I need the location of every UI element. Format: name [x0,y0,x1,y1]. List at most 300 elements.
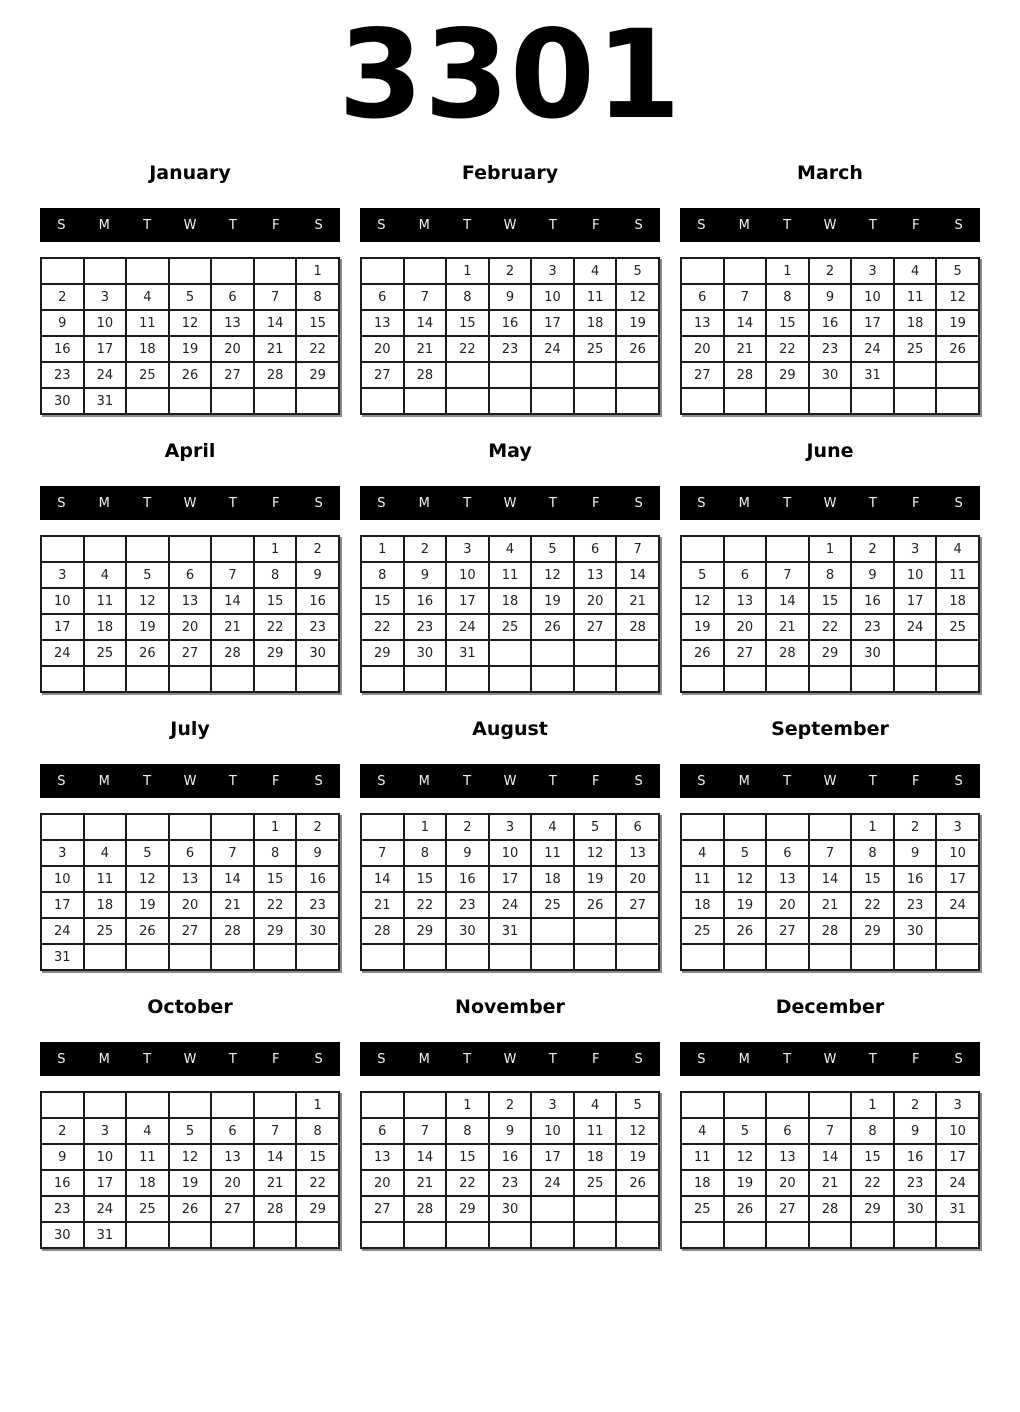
day-cell: 28 [211,640,254,666]
day-cell: 21 [404,336,447,362]
day-cell: 20 [766,892,809,918]
calendar-week-row [361,1170,659,1196]
empty-day-cell [681,258,724,284]
empty-day-cell [809,1092,852,1118]
day-cell: 31 [936,1196,979,1222]
day-cell: 22 [446,1170,489,1196]
calendar-week-row [681,1196,979,1222]
calendar-week-row [361,1196,659,1222]
calendar-week-row [681,1092,979,1118]
day-cell: 5 [616,258,659,284]
day-cell: 11 [894,284,937,310]
empty-day-cell [254,258,297,284]
calendar-week-row [681,562,979,588]
day-cell: 22 [404,892,447,918]
weekday-label: M [98,1051,110,1067]
day-cell: 29 [766,362,809,388]
calendar-week-row [361,284,659,310]
weekday-label: F [911,495,920,511]
day-cell: 4 [574,258,617,284]
day-cell: 27 [169,640,212,666]
empty-day-cell [489,640,532,666]
day-cell: 28 [809,1196,852,1222]
weekday-header-bar [40,764,340,798]
day-cell: 7 [254,284,297,310]
day-cell: 21 [809,892,852,918]
day-cell: 2 [894,814,937,840]
day-cell: 14 [254,1144,297,1170]
day-cell: 2 [41,1118,84,1144]
day-cell: 16 [404,588,447,614]
day-cell: 7 [211,562,254,588]
day-cell: 30 [404,640,447,666]
weekday-label: S [697,217,706,233]
month-title: March [797,162,863,184]
day-cell: 26 [724,918,767,944]
empty-day-cell [809,814,852,840]
empty-day-cell [574,918,617,944]
month-block-august [360,706,660,984]
day-cell: 7 [724,284,767,310]
weekday-label: S [954,773,963,789]
day-cell: 10 [851,284,894,310]
day-cell: 10 [84,1144,127,1170]
calendar-week-row [361,666,659,692]
day-cell: 6 [766,840,809,866]
day-cell: 21 [254,1170,297,1196]
day-cell: 29 [254,640,297,666]
calendar-table [360,1091,660,1249]
calendar-week-row [361,814,659,840]
day-cell: 9 [296,840,339,866]
empty-day-cell [446,944,489,970]
empty-day-cell [574,1196,617,1222]
weekday-label: T [548,1051,557,1067]
day-cell: 19 [616,310,659,336]
weekday-label: S [634,217,643,233]
day-cell: 25 [84,640,127,666]
day-cell: 17 [851,310,894,336]
empty-day-cell [851,666,894,692]
day-cell: 3 [84,1118,127,1144]
day-cell: 16 [41,1170,84,1196]
weekday-label: M [98,773,110,789]
empty-day-cell [404,258,447,284]
day-cell: 13 [616,840,659,866]
empty-day-cell [126,944,169,970]
weekday-label: T [143,217,152,233]
day-cell: 27 [616,892,659,918]
day-cell: 4 [936,536,979,562]
day-cell: 16 [489,1144,532,1170]
day-cell: 16 [446,866,489,892]
day-cell: 18 [936,588,979,614]
day-cell: 26 [616,1170,659,1196]
weekday-header-bar [680,764,980,798]
day-cell: 4 [531,814,574,840]
day-cell: 7 [809,840,852,866]
day-cell: 25 [126,362,169,388]
day-cell: 12 [616,1118,659,1144]
day-cell: 20 [766,1170,809,1196]
day-cell: 31 [84,388,127,414]
weekday-header-bar [360,1042,660,1076]
day-cell: 5 [126,562,169,588]
empty-day-cell [936,1222,979,1248]
day-cell: 5 [936,258,979,284]
empty-day-cell [169,388,212,414]
empty-day-cell [126,536,169,562]
day-cell: 14 [766,588,809,614]
day-cell: 3 [41,562,84,588]
empty-day-cell [446,362,489,388]
day-cell: 30 [809,362,852,388]
day-cell: 28 [724,362,767,388]
day-cell: 13 [211,310,254,336]
empty-day-cell [766,944,809,970]
day-cell: 28 [404,362,447,388]
calendar-week-row [361,1144,659,1170]
empty-day-cell [724,944,767,970]
day-cell: 13 [169,866,212,892]
weekday-label: S [634,773,643,789]
day-cell: 10 [531,284,574,310]
calendar-week-row [361,310,659,336]
weekday-label: W [823,495,837,511]
month-block-june [680,428,980,706]
day-cell: 9 [446,840,489,866]
empty-day-cell [361,944,404,970]
calendar-week-row [41,310,339,336]
weekday-label: M [738,217,750,233]
weekday-label: W [503,217,517,233]
calendar-week-row [681,840,979,866]
day-cell: 21 [766,614,809,640]
calendar-week-row [41,666,339,692]
calendar-week-row [681,814,979,840]
calendar-table [680,1091,980,1249]
weekday-label: T [548,495,557,511]
weekday-label: S [954,217,963,233]
day-cell: 18 [681,892,724,918]
weekday-label: S [954,1051,963,1067]
empty-day-cell [851,1222,894,1248]
empty-day-cell [531,666,574,692]
day-cell: 2 [296,536,339,562]
weekday-label: M [418,495,430,511]
day-cell: 24 [894,614,937,640]
empty-day-cell [41,536,84,562]
weekday-label: W [823,217,837,233]
empty-day-cell [211,1092,254,1118]
day-cell: 24 [489,892,532,918]
day-cell: 21 [211,614,254,640]
calendar-week-row [41,536,339,562]
empty-day-cell [126,1092,169,1118]
calendar-week-row [361,840,659,866]
month-block-november [360,984,660,1262]
day-cell: 17 [531,310,574,336]
weekday-label: T [783,217,792,233]
day-cell: 2 [489,1092,532,1118]
empty-day-cell [84,944,127,970]
weekday-label: F [271,773,280,789]
empty-day-cell [681,536,724,562]
weekday-label: F [591,1051,600,1067]
calendar-week-row [361,362,659,388]
empty-day-cell [724,814,767,840]
day-cell: 1 [446,258,489,284]
day-cell: 12 [126,588,169,614]
weekday-label: S [377,495,386,511]
day-cell: 15 [446,1144,489,1170]
empty-day-cell [574,944,617,970]
day-cell: 18 [574,310,617,336]
day-cell: 9 [851,562,894,588]
month-block-march [680,150,980,428]
weekday-label: S [57,773,66,789]
month-title: July [170,718,210,740]
day-cell: 8 [809,562,852,588]
day-cell: 15 [851,866,894,892]
day-cell: 2 [41,284,84,310]
empty-day-cell [404,1222,447,1248]
month-title: August [472,718,548,740]
weekday-label: F [911,773,920,789]
day-cell: 6 [361,284,404,310]
day-cell: 6 [616,814,659,840]
year-title: 3301 [338,4,682,146]
calendar-week-row [41,944,339,970]
empty-day-cell [574,640,617,666]
day-cell: 22 [361,614,404,640]
empty-day-cell [84,666,127,692]
day-cell: 28 [211,918,254,944]
calendar-week-row [681,1144,979,1170]
day-cell: 20 [361,336,404,362]
calendar-week-row [681,310,979,336]
day-cell: 5 [681,562,724,588]
empty-day-cell [84,536,127,562]
day-cell: 22 [254,892,297,918]
day-cell: 16 [894,1144,937,1170]
calendar-week-row [41,918,339,944]
empty-day-cell [489,362,532,388]
empty-day-cell [936,666,979,692]
weekday-label: S [57,1051,66,1067]
day-cell: 20 [616,866,659,892]
weekday-label: T [143,773,152,789]
day-cell: 19 [169,336,212,362]
day-cell: 19 [724,892,767,918]
day-cell: 28 [809,918,852,944]
day-cell: 29 [361,640,404,666]
day-cell: 23 [894,892,937,918]
empty-day-cell [361,814,404,840]
empty-day-cell [809,388,852,414]
day-cell: 20 [211,1170,254,1196]
day-cell: 1 [446,1092,489,1118]
empty-day-cell [404,944,447,970]
day-cell: 5 [616,1092,659,1118]
day-cell: 4 [574,1092,617,1118]
weekday-label: S [377,1051,386,1067]
day-cell: 7 [254,1118,297,1144]
day-cell: 27 [724,640,767,666]
day-cell: 23 [296,614,339,640]
empty-day-cell [41,1092,84,1118]
day-cell: 31 [446,640,489,666]
calendar-week-row [41,892,339,918]
calendar-week-row [41,388,339,414]
empty-day-cell [681,1092,724,1118]
empty-day-cell [126,1222,169,1248]
day-cell: 27 [361,362,404,388]
empty-day-cell [211,258,254,284]
empty-day-cell [724,536,767,562]
weekday-label: W [823,773,837,789]
weekday-label: S [57,495,66,511]
calendar-week-row [41,362,339,388]
day-cell: 23 [41,1196,84,1222]
day-cell: 25 [681,1196,724,1222]
day-cell: 20 [211,336,254,362]
empty-day-cell [809,1222,852,1248]
empty-day-cell [681,944,724,970]
empty-day-cell [766,814,809,840]
empty-day-cell [681,814,724,840]
empty-day-cell [616,362,659,388]
day-cell: 12 [724,1144,767,1170]
day-cell: 12 [169,1144,212,1170]
calendar-week-row [681,892,979,918]
weekday-label: S [697,1051,706,1067]
day-cell: 8 [254,840,297,866]
weekday-label: F [271,495,280,511]
day-cell: 14 [616,562,659,588]
day-cell: 21 [809,1170,852,1196]
calendar-week-row [361,258,659,284]
day-cell: 10 [894,562,937,588]
calendar-week-row [41,1196,339,1222]
day-cell: 6 [724,562,767,588]
day-cell: 8 [404,840,447,866]
empty-day-cell [41,814,84,840]
weekday-header-bar [680,486,980,520]
calendar-week-row [681,1118,979,1144]
calendar-week-row [361,336,659,362]
day-cell: 26 [616,336,659,362]
empty-day-cell [404,1092,447,1118]
day-cell: 9 [894,840,937,866]
weekday-label: S [314,217,323,233]
month-block-october [40,984,340,1262]
day-cell: 3 [84,284,127,310]
day-cell: 3 [446,536,489,562]
day-cell: 13 [211,1144,254,1170]
weekday-label: F [591,217,600,233]
day-cell: 10 [41,866,84,892]
month-block-may [360,428,660,706]
day-cell: 26 [126,640,169,666]
weekday-label: S [57,217,66,233]
day-cell: 20 [574,588,617,614]
day-cell: 31 [851,362,894,388]
day-cell: 22 [766,336,809,362]
empty-day-cell [936,640,979,666]
day-cell: 7 [404,1118,447,1144]
day-cell: 5 [574,814,617,840]
day-cell: 25 [936,614,979,640]
weekday-label: F [911,217,920,233]
day-cell: 21 [404,1170,447,1196]
day-cell: 24 [531,336,574,362]
day-cell: 26 [936,336,979,362]
day-cell: 26 [724,1196,767,1222]
empty-day-cell [531,1196,574,1222]
day-cell: 11 [126,310,169,336]
calendar-table [360,813,660,971]
day-cell: 4 [681,1118,724,1144]
day-cell: 20 [724,614,767,640]
empty-day-cell [446,1222,489,1248]
day-cell: 10 [489,840,532,866]
calendar-week-row [681,536,979,562]
day-cell: 24 [84,362,127,388]
day-cell: 13 [681,310,724,336]
weekday-label: T [463,773,472,789]
day-cell: 21 [724,336,767,362]
day-cell: 6 [169,562,212,588]
day-cell: 3 [531,1092,574,1118]
day-cell: 6 [361,1118,404,1144]
weekday-label: F [911,1051,920,1067]
empty-day-cell [169,536,212,562]
empty-day-cell [41,258,84,284]
day-cell: 28 [254,362,297,388]
day-cell: 14 [211,866,254,892]
calendar-week-row [41,1144,339,1170]
month-title: September [771,718,889,740]
calendar-week-row [41,1170,339,1196]
weekday-header-bar [360,208,660,242]
weekday-label: T [228,495,237,511]
day-cell: 20 [681,336,724,362]
month-block-july [40,706,340,984]
day-cell: 13 [574,562,617,588]
day-cell: 25 [681,918,724,944]
weekday-label: W [183,1051,197,1067]
day-cell: 26 [574,892,617,918]
day-cell: 29 [809,640,852,666]
day-cell: 18 [84,614,127,640]
day-cell: 1 [404,814,447,840]
weekday-label: S [314,773,323,789]
day-cell: 1 [254,814,297,840]
day-cell: 9 [489,284,532,310]
day-cell: 26 [169,1196,212,1222]
weekday-label: T [228,1051,237,1067]
day-cell: 17 [84,1170,127,1196]
day-cell: 23 [296,892,339,918]
day-cell: 7 [766,562,809,588]
day-cell: 28 [404,1196,447,1222]
month-block-april [40,428,340,706]
day-cell: 27 [766,918,809,944]
day-cell: 27 [211,1196,254,1222]
day-cell: 17 [531,1144,574,1170]
empty-day-cell [681,1222,724,1248]
